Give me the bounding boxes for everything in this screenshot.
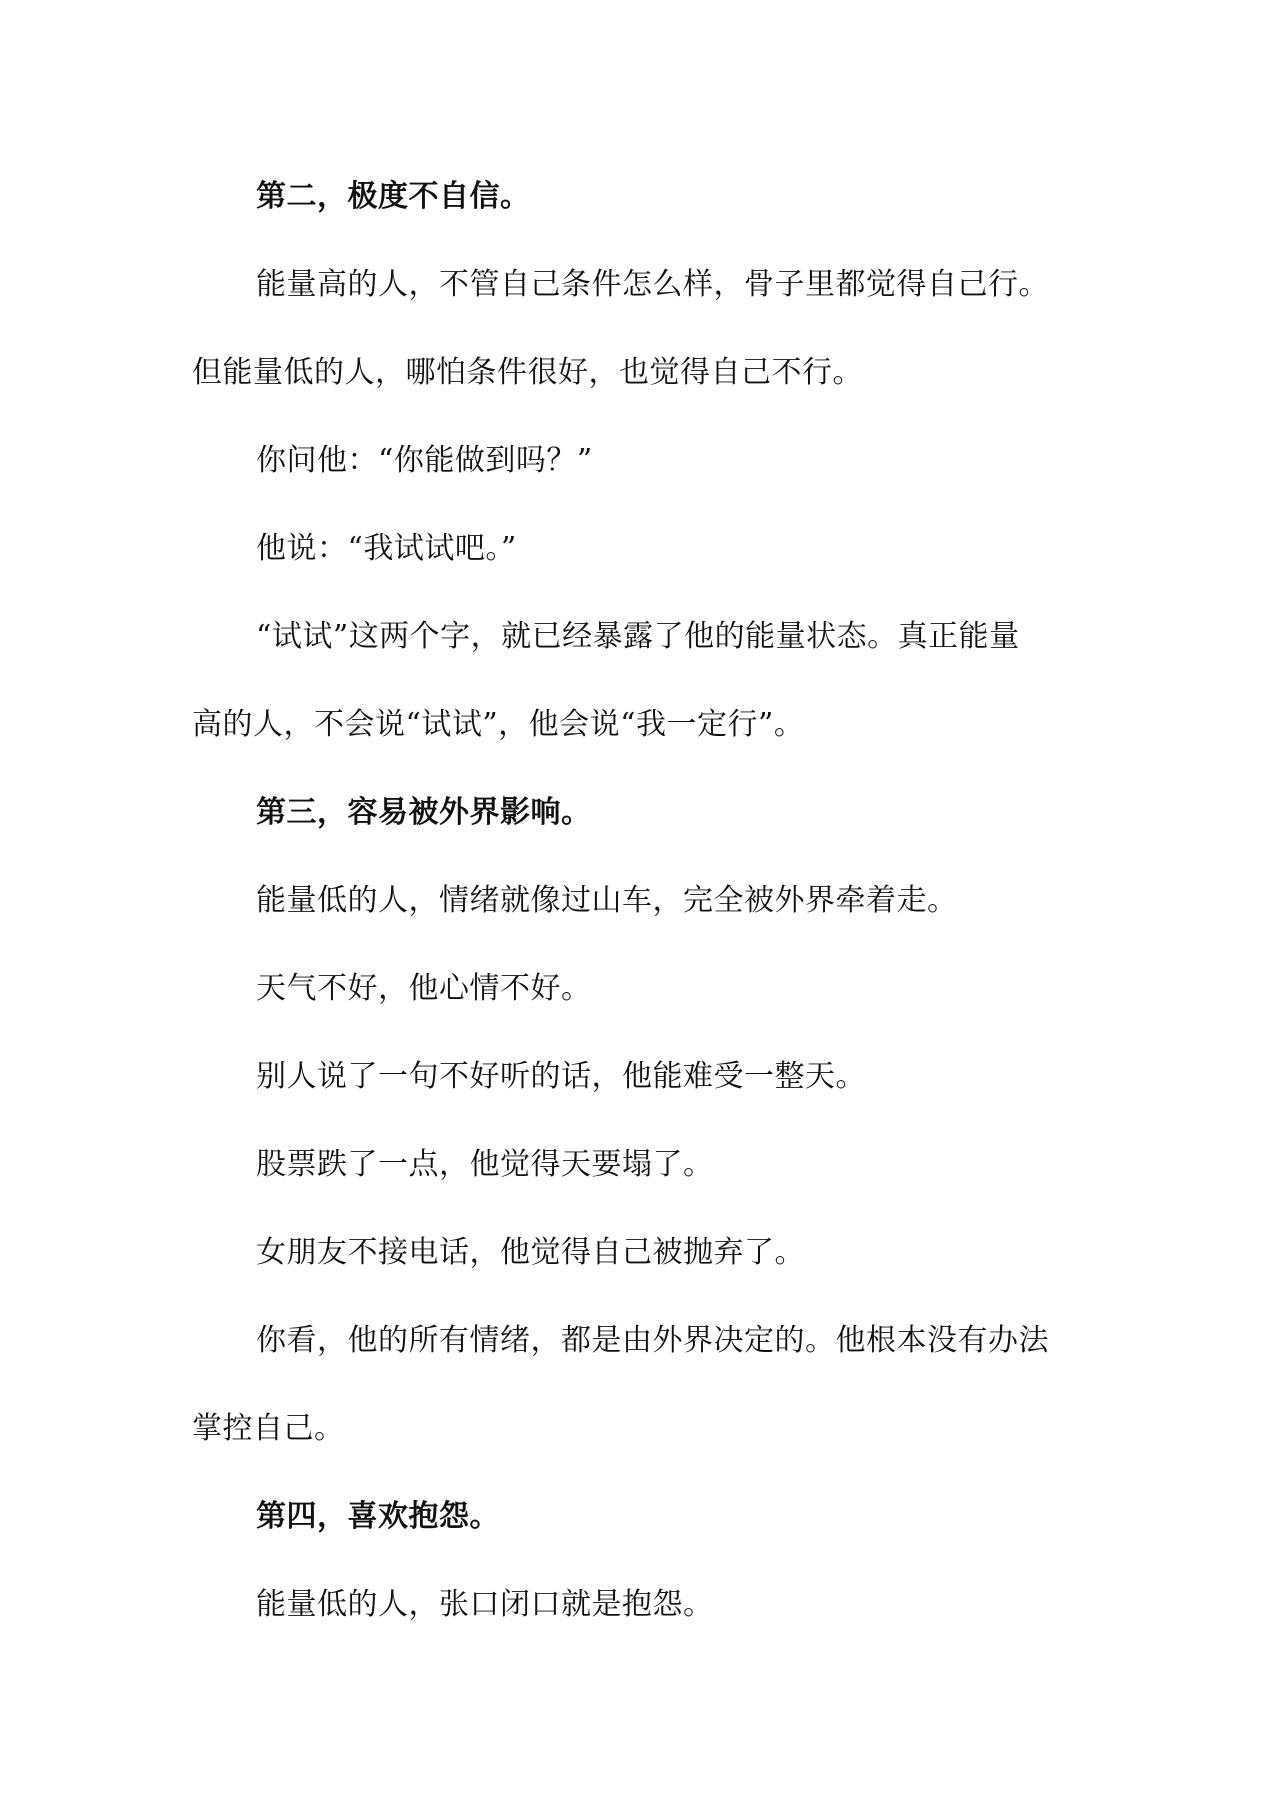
section-heading-4: 第四，喜欢抱怨。 xyxy=(256,1499,500,1534)
paragraph-line: 高的人，不会说“试试”，他会说“我一定行”。 xyxy=(192,707,805,742)
paragraph-line: 别人说了一句不好听的话，他能难受一整天。 xyxy=(256,1059,866,1094)
section-heading-2: 第二，极度不自信。 xyxy=(256,179,531,214)
paragraph-line: 能量低的人，情绪就像过山车，完全被外界牵着走。 xyxy=(256,883,958,918)
section-heading-3: 第三，容易被外界影响。 xyxy=(256,795,592,830)
paragraph-line: 你问他：“你能做到吗？” xyxy=(256,443,593,478)
paragraph-line: 天气不好，他心情不好。 xyxy=(256,971,592,1006)
paragraph-line: 能量高的人，不管自己条件怎么样，骨子里都觉得自己行。 xyxy=(256,267,1049,302)
paragraph-line: 你看，他的所有情绪，都是由外界决定的。他根本没有办法 xyxy=(256,1323,1049,1358)
paragraph-line: 掌控自己。 xyxy=(192,1411,345,1446)
paragraph-line: 能量低的人，张口闭口就是抱怨。 xyxy=(256,1587,714,1622)
paragraph-line: 他说：“我试试吧。” xyxy=(256,531,517,566)
paragraph-line: 但能量低的人，哪怕条件很好，也觉得自己不行。 xyxy=(192,355,863,390)
paragraph-line: 股票跌了一点，他觉得天要塌了。 xyxy=(256,1147,714,1182)
paragraph-line: 女朋友不接电话，他觉得自己被抛弃了。 xyxy=(256,1235,805,1270)
paragraph-line: “试试”这两个字，就已经暴露了他的能量状态。真正能量 xyxy=(256,619,1020,654)
